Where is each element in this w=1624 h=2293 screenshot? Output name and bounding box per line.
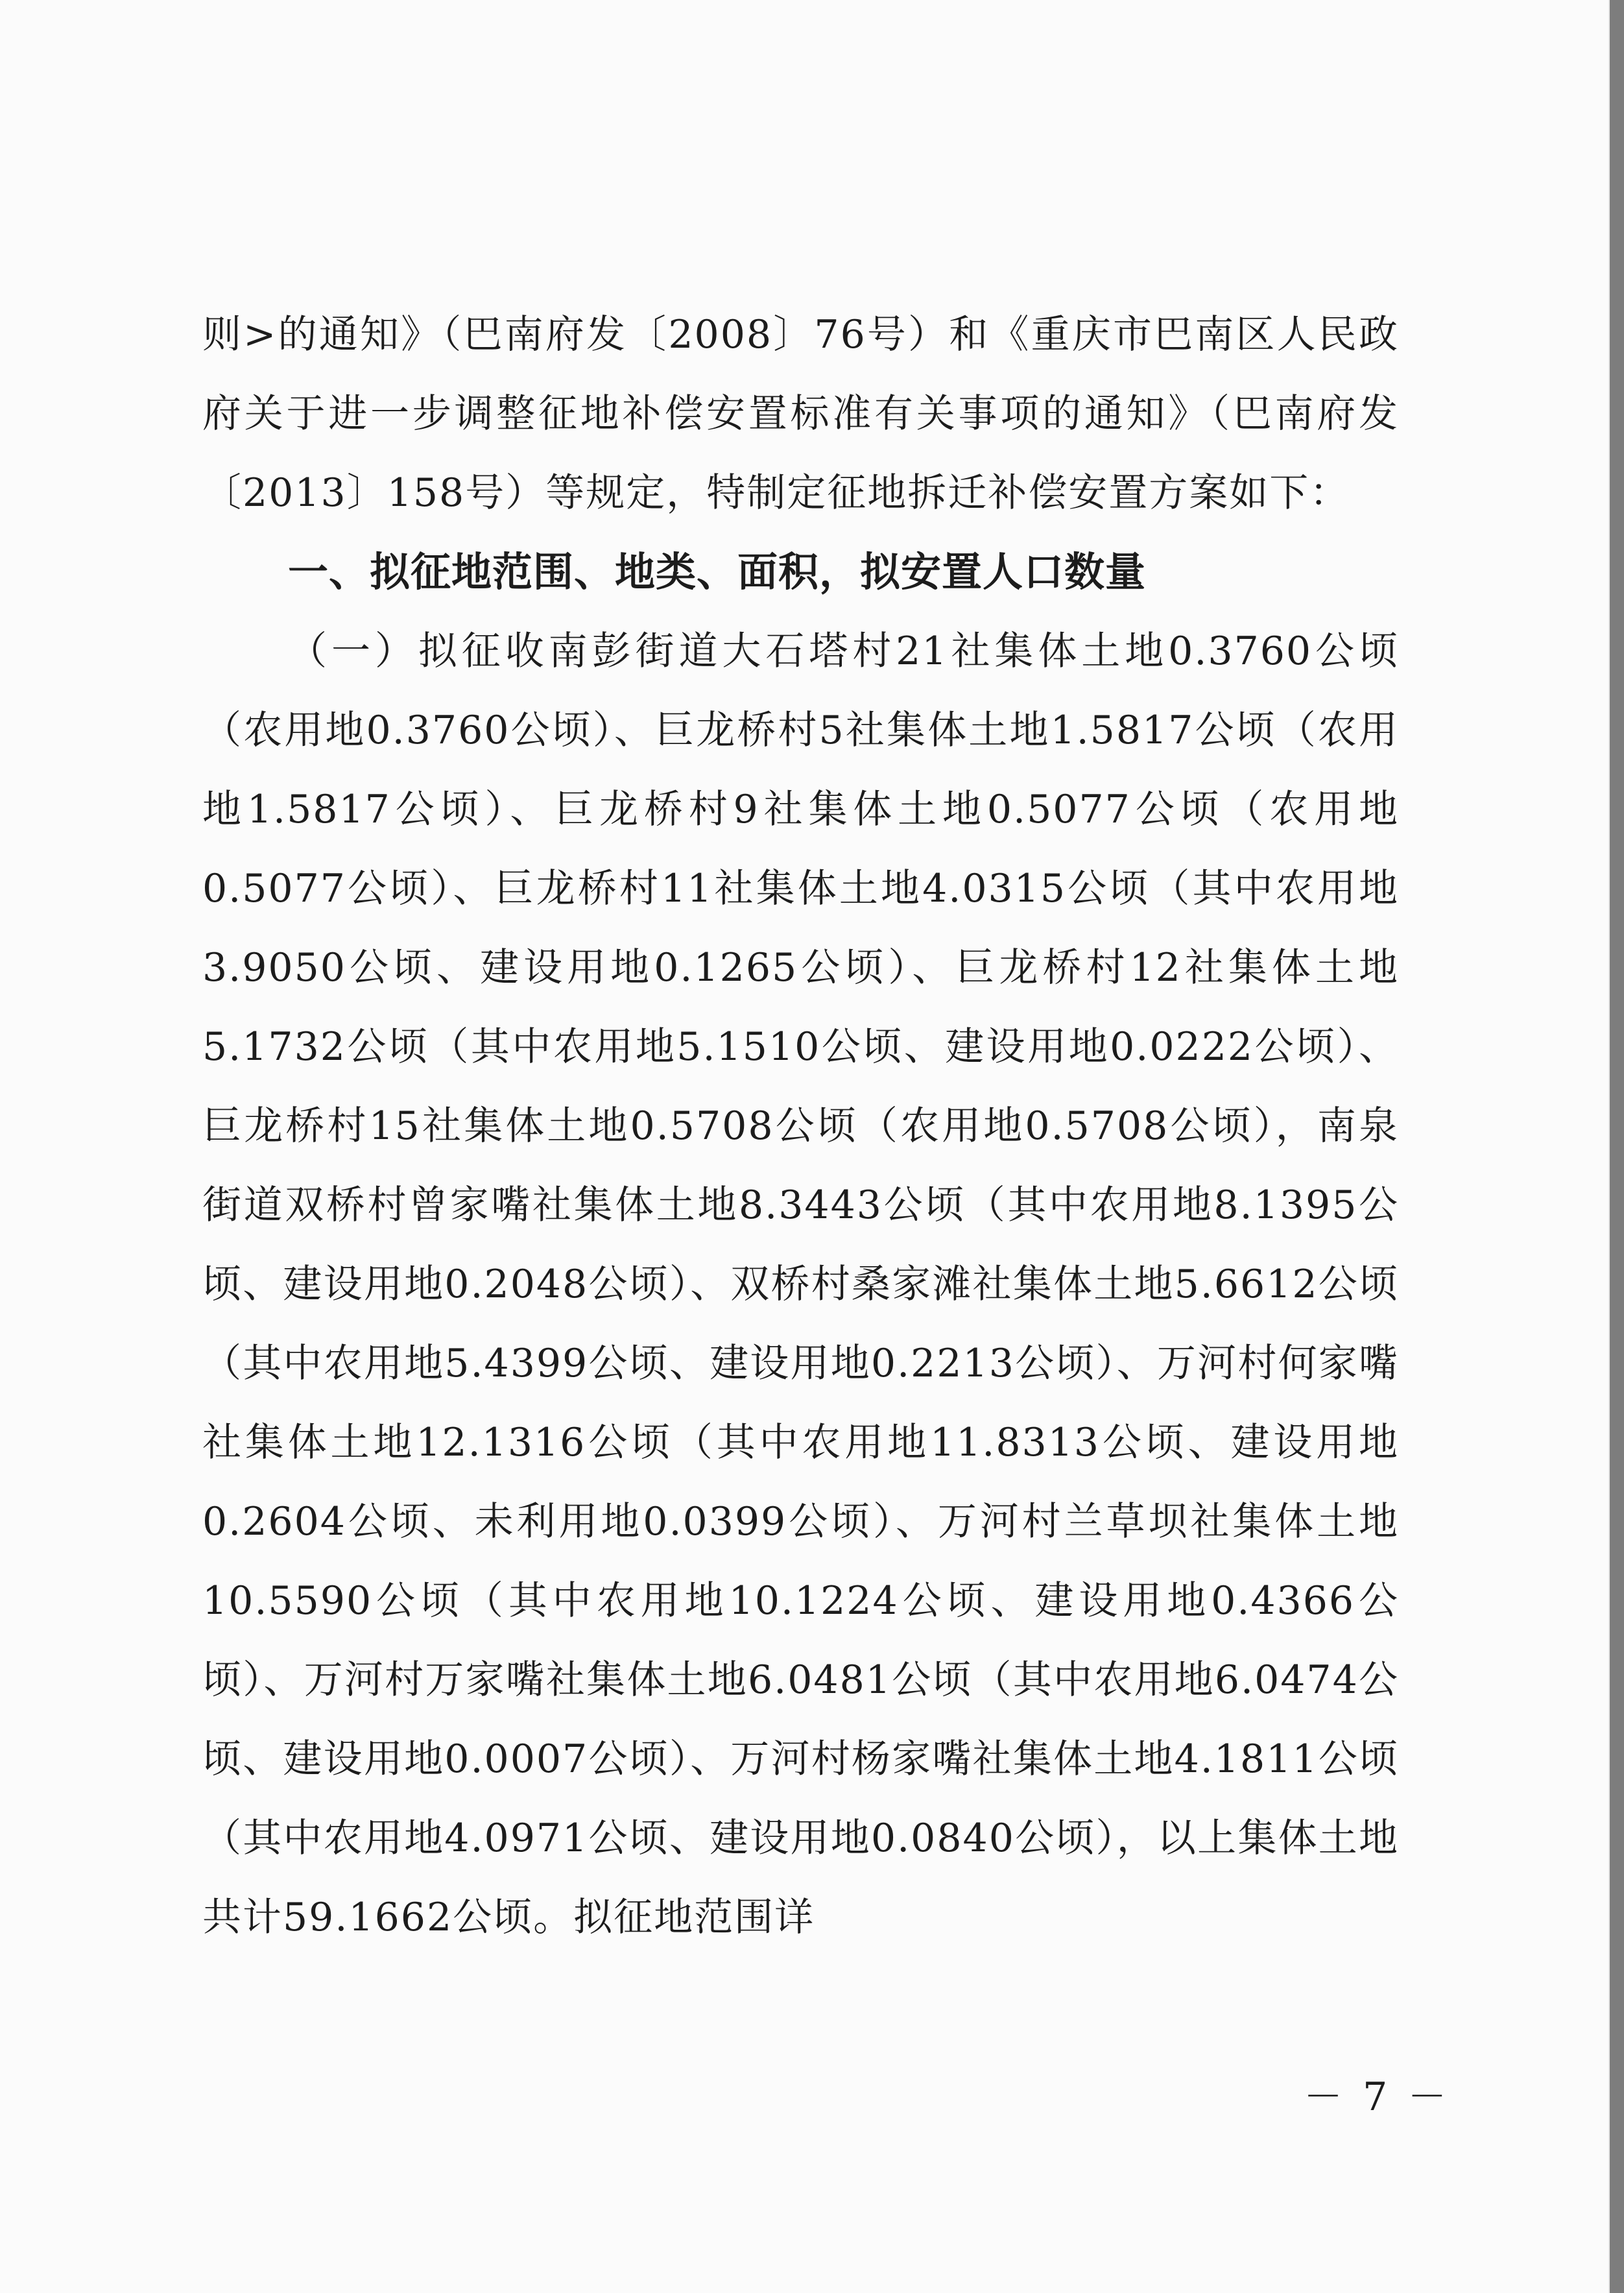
section-heading: 一、拟征地范围、地类、面积，拟安置人口数量 — [288, 548, 1147, 595]
paragraph-continuation: 则>的通知》（巴南府发〔2008〕76号）和《重庆市巴南区人民政府关于进一步调整征地补偿安置标准有关事项的通知》（巴南府发〔2013〕158号）等规定，特制定征地拆迁补偿安置方案如下： — [202, 312, 1399, 516]
page-number: － 7 － — [1304, 2074, 1451, 2120]
paragraph-land-scope: （一）拟征收南彭街道大石塔村21社集体土地0.3760公顷（农用地0.3760公顷）、巨龙桥村5社集体土地1.5817公顷（农用地1.5817公顷）、巨龙桥村9社集体土地0.5077公顷（农用地0.5077公顷）、巨龙桥村11社集体土地4.0315公顷（其中农用地3.9050公顷、建设用地0.1265公顷）、巨龙桥村12社集体土地5.1732公顷（其中农用地5.1510公顷、建设用地0.0222公顷）、巨龙桥村15社集体土地0.5708公顷（农用地0.5708公顷），南泉街道双桥村曾家嘴社集体土地8.3443公顷（其中农用地8.1395公顷、建设用地0.2048公顷）、双桥村桑家滩社集体土地5.6612公顷（其中农用地5.4399公顷、建设用地0.2213公顷）、万河村何家嘴社集体土地12.1316公顷（其中农用地11.8313公顷、建设用地0.2604公顷、未利用地0.0399公顷）、万河村兰草坝社集体土地10.5590公顷（其中农用地10.1224公顷、建设用地0.4366公顷）、万河村万家嘴社集体土地6.0481公顷（其中农用地6.0474公顷、建设用地0.0007公顷）、万河村杨家嘴社集体土地4.1811公顷（其中农用地4.0971公顷、建设用地0.0840公顷），以上集体土地共计59.1662公顷。拟征地范围详 — [202, 629, 1399, 1940]
body-text — [202, 295, 1399, 1957]
